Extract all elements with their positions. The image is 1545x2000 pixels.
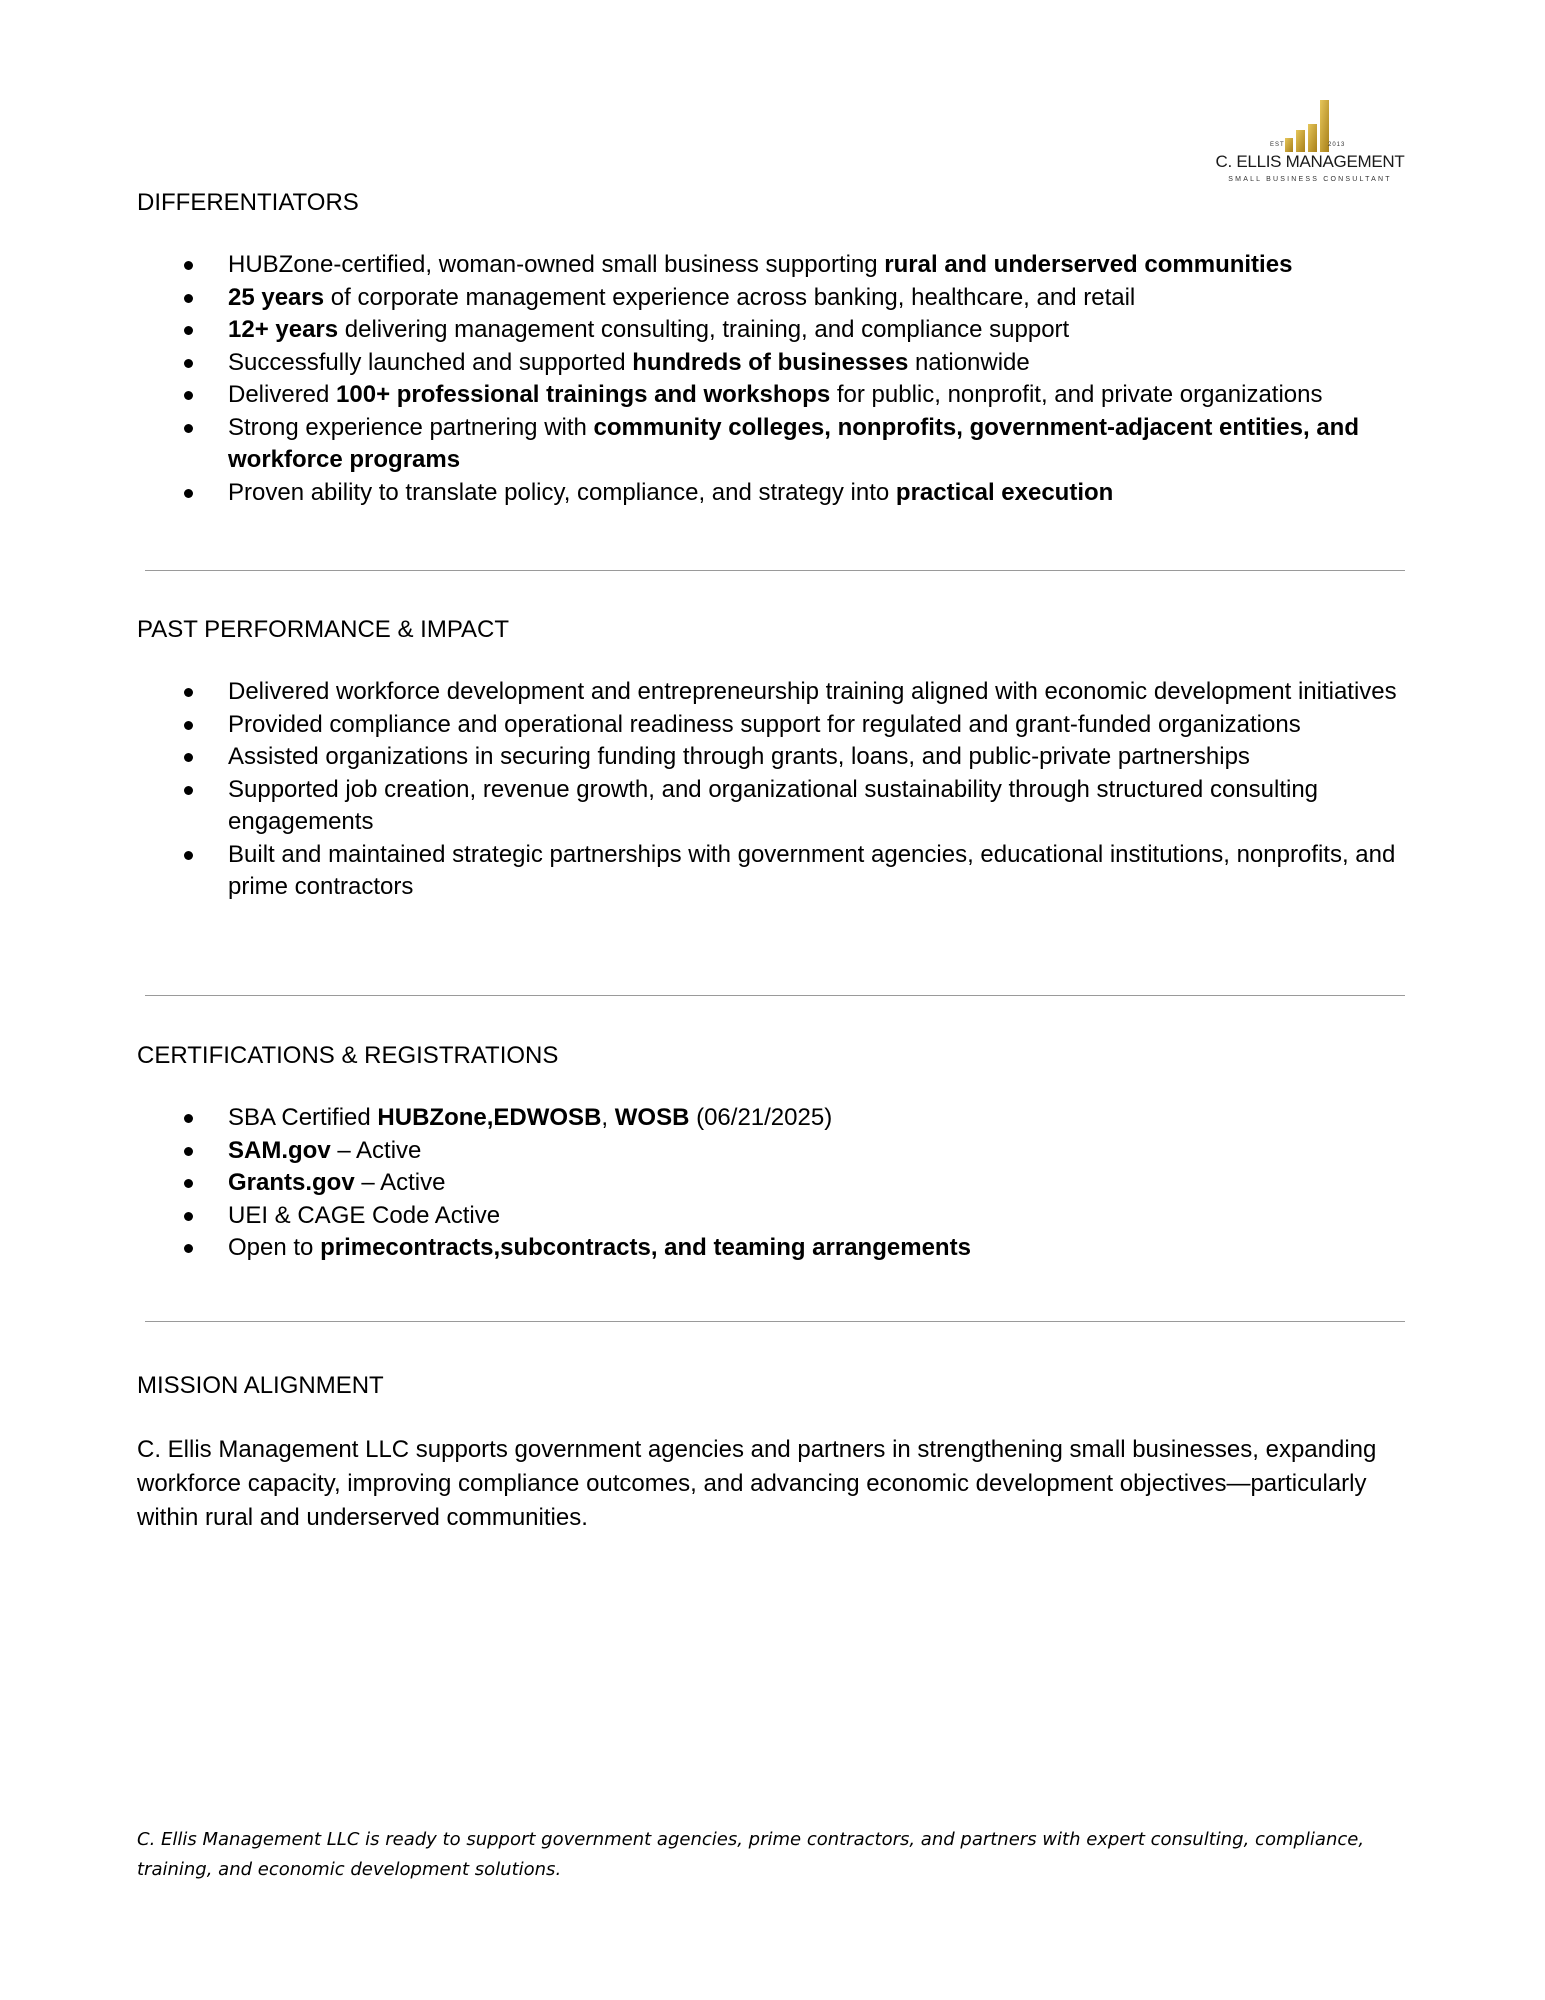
- mission-section: [137, 1371, 1427, 1535]
- company-logo: [1200, 96, 1420, 188]
- footer-statement: C. Ellis Management LLC is ready to support government agencies, prime contractors, and partners with expert consulting, compliance, training, and economic development solutions.: [137, 1829, 1365, 1880]
- list-item: Provided compliance and operational readiness support for regulated and grant-funded organizations: [137, 709, 1427, 742]
- certifications-list: [137, 1102, 1427, 1265]
- bar-chart-logo-icon: [1200, 96, 1420, 156]
- differentiators-section: [137, 188, 1427, 509]
- logo-est-label: EST: [1270, 142, 1285, 148]
- list-item: HUBZone-certified, woman-owned small business supporting rural and underserved communities: [137, 249, 1427, 282]
- list-item: Built and maintained strategic partnerships with government agencies, educational institutions, nonprofits, and prime contractors: [137, 839, 1427, 904]
- list-item: Strong experience partnering with community colleges, nonprofits, government-adjacent entities, and workforce programs: [137, 412, 1427, 477]
- list-item: Delivered 100+ professional trainings and workshops for public, nonprofit, and private organizations: [137, 379, 1427, 412]
- list-item: Assisted organizations in securing funding through grants, loans, and public-private partnerships: [137, 741, 1427, 774]
- list-item: Proven ability to translate policy, compliance, and strategy into practical execution: [137, 477, 1427, 510]
- differentiators-list: [137, 249, 1427, 509]
- mission-heading: MISSION ALIGNMENT: [137, 1372, 384, 1399]
- list-item: Open to primecontracts,subcontracts, and teaming arrangements: [137, 1232, 1427, 1265]
- section-divider: [145, 1321, 1405, 1322]
- list-item: 12+ years delivering management consulting, training, and compliance support: [137, 314, 1427, 347]
- past-performance-heading: PAST PERFORMANCE & IMPACT: [137, 616, 510, 643]
- list-item: Delivered workforce development and entrepreneurship training aligned with economic development initiatives: [137, 676, 1427, 709]
- past-performance-list: [137, 676, 1427, 904]
- list-item: 25 years of corporate management experience across banking, healthcare, and retail: [137, 282, 1427, 315]
- past-performance-section: [137, 615, 1427, 904]
- differentiators-heading: DIFFERENTIATORS: [137, 189, 359, 216]
- logo-year-label: 2013: [1328, 142, 1346, 148]
- list-item: Supported job creation, revenue growth, and organizational sustainability through structured consulting engagements: [137, 774, 1427, 839]
- list-item: SBA Certified HUBZone,EDWOSB, WOSB (06/21/2025): [137, 1102, 1427, 1135]
- section-divider: [145, 995, 1405, 996]
- section-divider: [145, 570, 1405, 571]
- list-item: SAM.gov – Active: [137, 1135, 1427, 1168]
- list-item: Grants.gov – Active: [137, 1167, 1427, 1200]
- logo-company-name: C. ELLIS MANAGEMENT: [1215, 152, 1405, 171]
- mission-text: C. Ellis Management LLC supports government agencies and partners in strengthening small businesses, expanding workforce capacity, improving compliance outcomes, and advancing economic development objectives—particularly within rural and underserved communities.: [137, 1436, 1377, 1531]
- logo-tagline: SMALL BUSINESS CONSULTANT: [1228, 176, 1392, 183]
- list-item: Successfully launched and supported hundreds of businesses nationwide: [137, 347, 1427, 380]
- certifications-heading: CERTIFICATIONS & REGISTRATIONS: [137, 1042, 559, 1069]
- list-item: UEI & CAGE Code Active: [137, 1200, 1427, 1233]
- certifications-section: [137, 1041, 1427, 1265]
